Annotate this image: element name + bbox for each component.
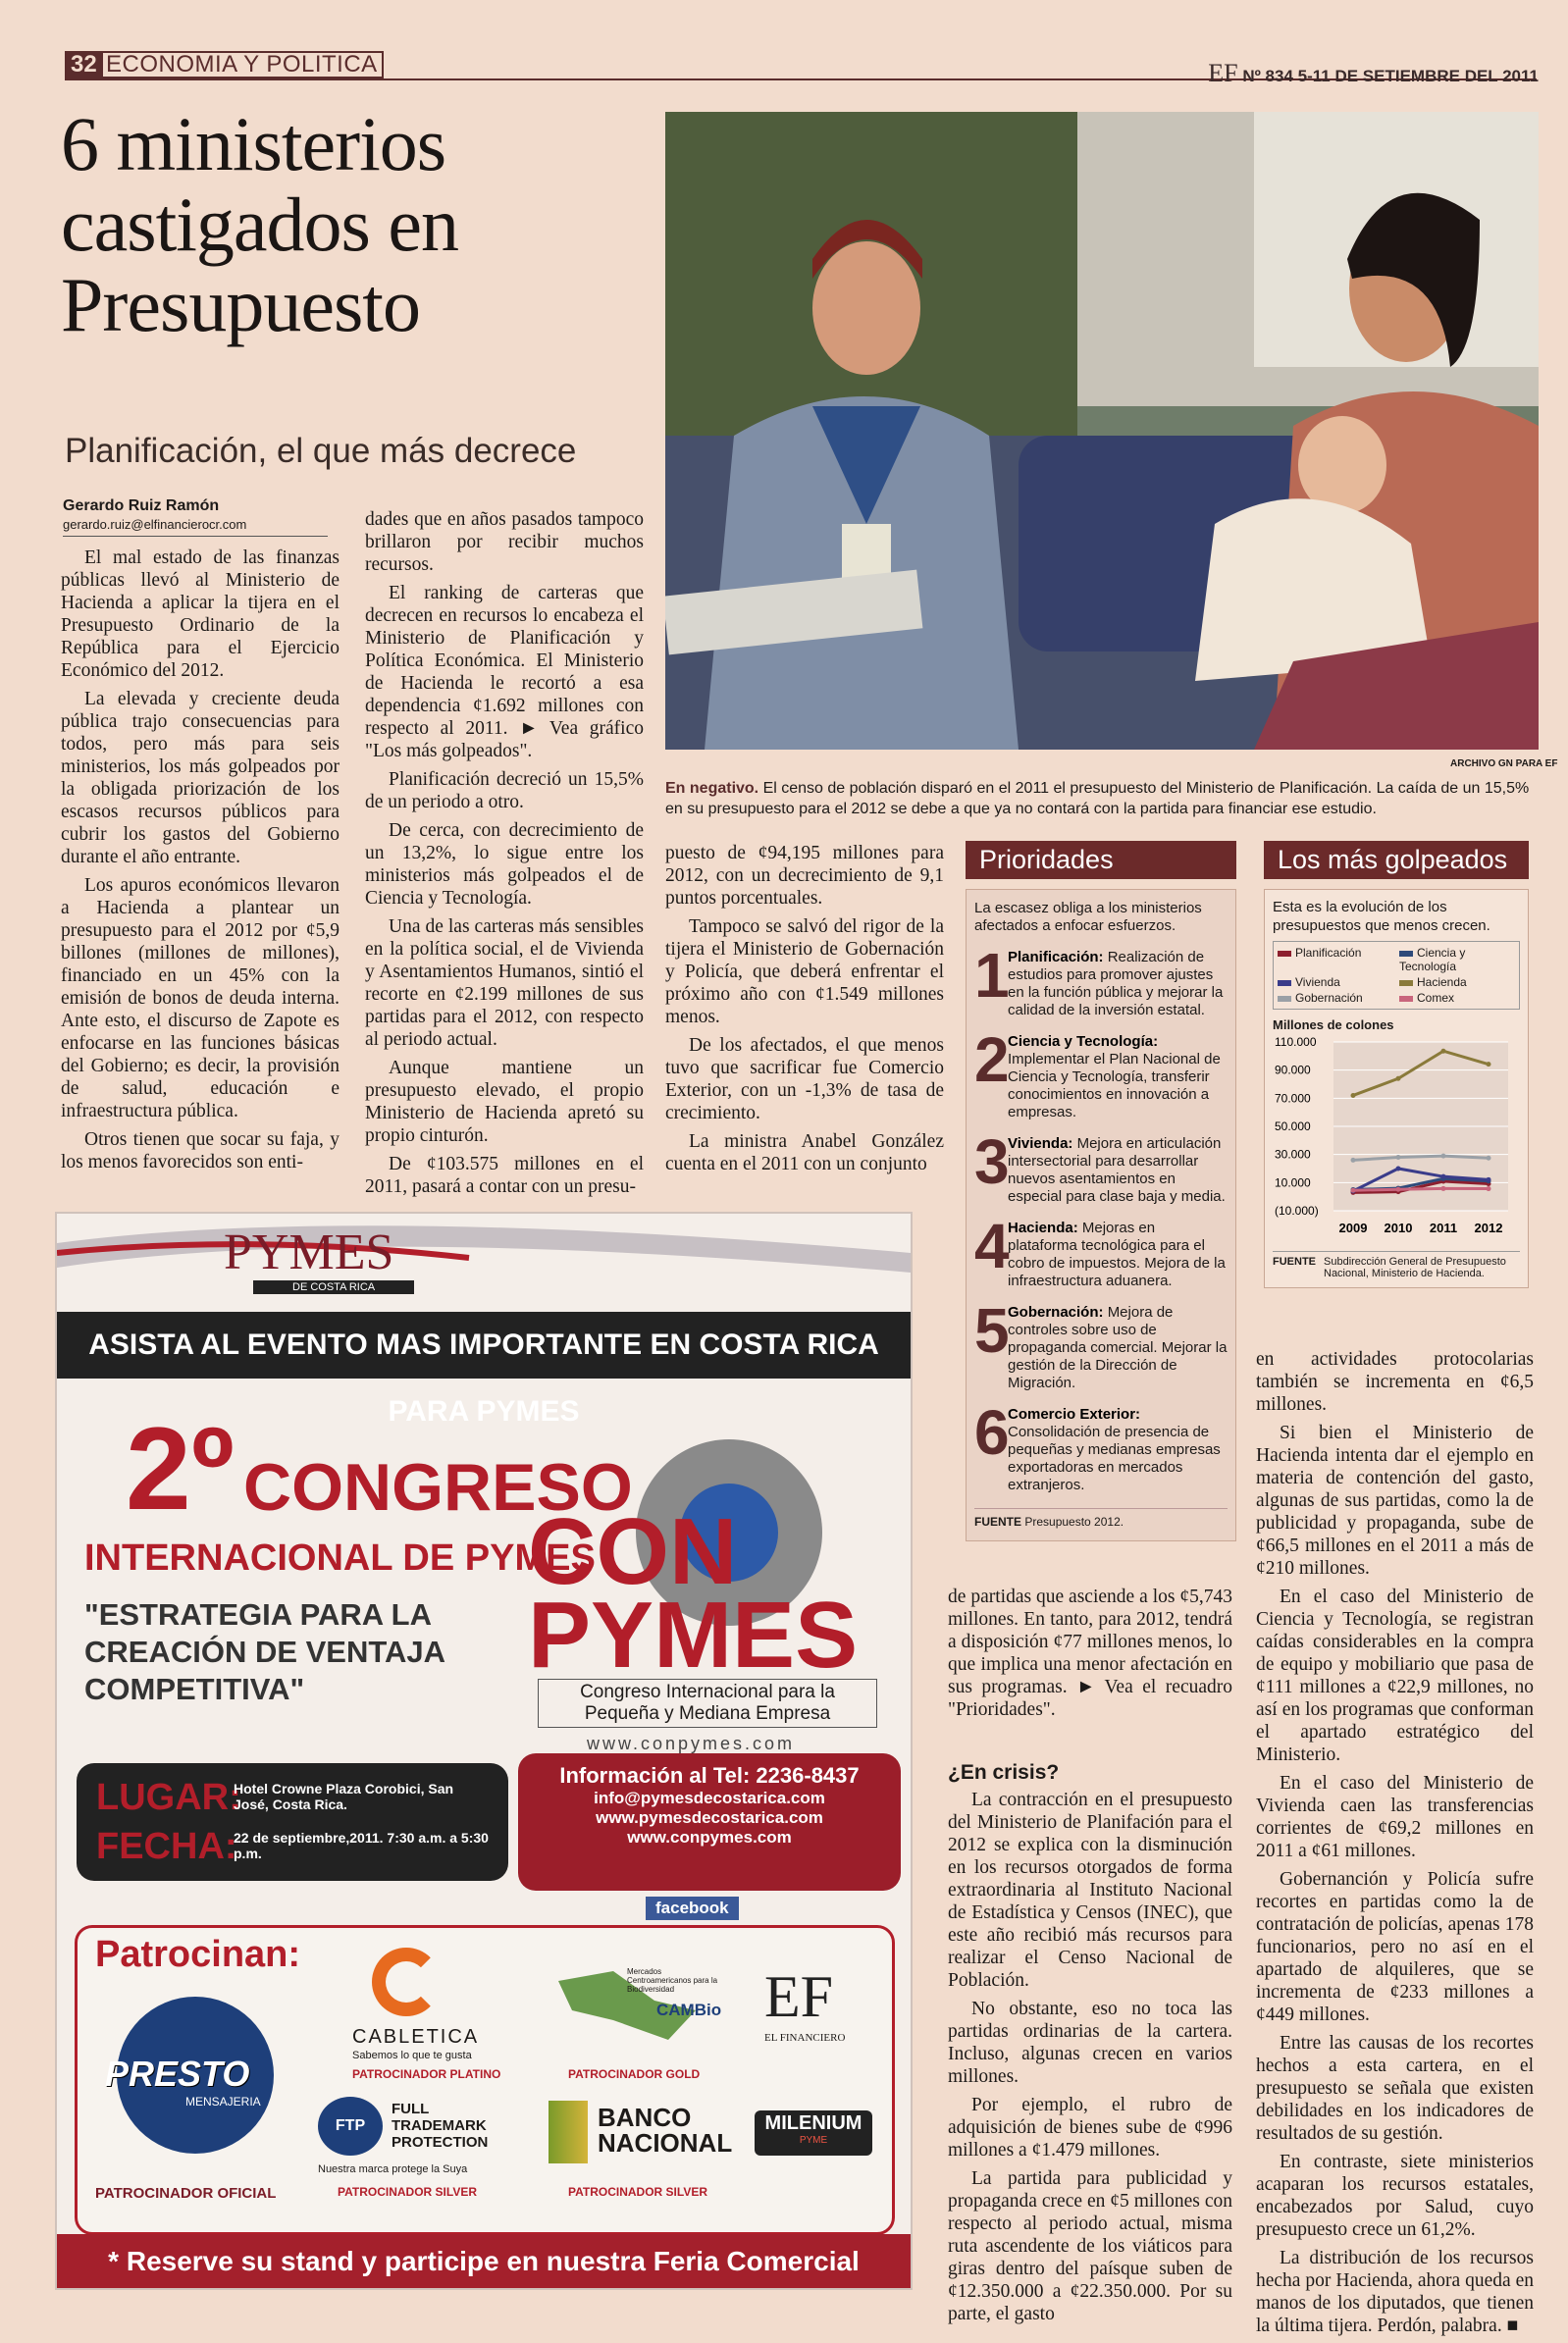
issue-line [1208, 59, 1539, 88]
data-point [1487, 1062, 1491, 1067]
prioridad-text [1008, 949, 1228, 1019]
article-column-3 [665, 842, 944, 1181]
banco-nacional-icon [549, 2101, 588, 2163]
legend-entry [1278, 975, 1393, 989]
prioridad-item [974, 940, 1228, 1019]
ad-sponsors [75, 1925, 895, 2235]
ftp-sub: Nuestra marca protege la Suya [318, 2163, 468, 2175]
ftp-level: PATROCINADOR SILVER [338, 2185, 478, 2199]
data-point [1441, 1049, 1446, 1054]
paragraph: La ministra Anabel González cuenta en el 2011 con un conjunto [665, 1131, 944, 1174]
ad-web-3[interactable]: www.conpymes.com [627, 1828, 792, 1847]
prioridades-source-label: FUENTE [974, 1515, 1021, 1529]
article-column-1 [61, 547, 340, 1179]
ad-tema: "ESTRATEGIA PARA LA CREACIÓN DE VENTAJA COMPETITIVA" [84, 1597, 444, 1706]
prioridades-list [974, 940, 1228, 1494]
byline-rule [63, 536, 328, 537]
census-photo [665, 112, 1539, 750]
legend-entry [1399, 975, 1515, 989]
data-point [1441, 1154, 1446, 1159]
cambio-name: CAMBio [656, 2001, 722, 2019]
chart-subtitle: Esta es la evolución de los presupuestos que menos crecen. [1273, 899, 1490, 934]
prioridad-item [974, 1211, 1228, 1290]
prioridades-body [966, 889, 1236, 1541]
x-tick-label: 2012 [1474, 1221, 1503, 1235]
issue-date: 5-11 DE SETIEMBRE DEL 2011 [1297, 67, 1539, 85]
article-column-4 [1256, 1348, 1534, 2343]
data-point [1351, 1158, 1356, 1163]
prioridad-desc: Consolidación de presencia de pequeñas y medianas empresas exportadoras en mercados extranjeros. [1008, 1424, 1221, 1493]
x-tick-label: 2009 [1338, 1221, 1368, 1235]
data-point [1396, 1167, 1401, 1172]
legend-entry [1399, 991, 1515, 1005]
chart-source-text: Subdirección General de Presupuesto Nacional, Ministerio de Hacienda. [1324, 1256, 1506, 1279]
legend-label: Hacienda [1417, 975, 1467, 989]
paragraph: Los apuros económicos llevaron a Hacienda a plantear un presupuesto para el 2012 por ¢5,9 billones (millones de millones), financiado en un 45% con la emisión de bonos de deuda interna. Ante esto, el discurso de Zapote es enfocarse en las funciones básicas del Gobierno; es decir, la provisión de salud, educación e infraestructura pública. [61, 875, 340, 1121]
x-tick-label: 2011 [1429, 1221, 1458, 1235]
cambio-sub: Mercados Centroamericanos para la Biodiversidad [627, 1967, 718, 1994]
caption-text: El censo de población disparó en el 2011 el presupuesto del Ministerio de Planificación. La caída de un 15,5% en su presupuesto para el 2012 se debe a que ya no contará con la partida para financiar ese estudio. [665, 780, 1530, 817]
ad-internacional: INTERNACIONAL DE PYMES [84, 1537, 596, 1579]
legend-entry [1399, 946, 1515, 973]
prioridad-ministry: Ciencia y Tecnología: [1008, 1033, 1159, 1050]
paragraph: Otros tienen que socar su faja, y los menos favorecidos son enti- [61, 1129, 340, 1172]
ad-info-tel: Información al Tel: 2236-8437 [559, 1763, 860, 1788]
chart-title: Los más golpeados [1264, 841, 1529, 879]
series-line [1353, 1188, 1489, 1190]
data-point [1351, 1188, 1356, 1193]
caption-lead: En negativo. [665, 780, 759, 797]
ef-logo: EF [764, 1964, 834, 2029]
legend-swatch [1278, 951, 1291, 957]
prioridades-box [966, 841, 1236, 1567]
cambio-level: PATROCINADOR GOLD [568, 2067, 701, 2081]
milenium-name: MILENIUM [764, 2112, 862, 2134]
author-email: gerardo.ruiz@elfinancierocr.com [63, 517, 247, 532]
banco-nacional-level: PATROCINADOR SILVER [568, 2185, 708, 2199]
paragraph: De cerca, con decrecimiento de un 13,2%, lo sigue entre los ministerios más golpeados el de Ciencia y Tecnología. [365, 820, 644, 909]
paragraph: La distribución de los recursos hecha por Hacienda, ahora queda en manos de los diputados, que tienen la última tijera. Perdón, palabra. ■ [1256, 2248, 1534, 2336]
data-point [1396, 1187, 1401, 1192]
cabletica-logo-icon [372, 1948, 441, 2016]
ad-fecha: 22 de septiembre,2011. 7:30 a.m. a 5:30 p.m. [234, 1830, 489, 1861]
ad-congreso: CONGRESO [243, 1450, 633, 1525]
ad-brand: PYMES [224, 1224, 394, 1280]
chart-ylabel: Millones de colones [1273, 1017, 1394, 1032]
paragraph: El ranking de carteras que decrecen en recursos lo encabeza el Ministerio de Planificación y Política Económica. El Ministerio de Hacienda le recortó a esa dependencia ¢1.692 millones con respecto al 2011. ► Vea gráfico "Los más golpeados". [365, 583, 644, 761]
paragraph: Planificación decreció un 15,5% de un periodo a otro. [365, 769, 644, 812]
banco-nacional-name: BANCO NACIONAL [598, 2103, 733, 2158]
subhead: Planificación, el que más decrece [65, 432, 577, 470]
data-point [1396, 1076, 1401, 1081]
data-point [1441, 1186, 1446, 1191]
paragraph: en actividades protocolarias también se incrementa en ¢6,5 millones. [1256, 1349, 1534, 1415]
data-point [1487, 1186, 1491, 1191]
prioridad-text [1008, 1135, 1228, 1206]
cabletica-sub: Sabemos lo que te gusta [352, 2050, 472, 2061]
prioridad-number: 5 [974, 1295, 1010, 1366]
prioridad-ministry: Vivienda: [1008, 1135, 1073, 1152]
prioridad-desc: Implementar el Plan Nacional de Ciencia y Tecnología, transferir conocimientos en innovación a empresas. [1008, 1051, 1221, 1120]
legend-swatch [1278, 996, 1291, 1002]
y-tick-label: 110.000 [1275, 1035, 1317, 1049]
ad-logo-con: CON [528, 1499, 738, 1604]
prioridad-number: 1 [974, 940, 1010, 1011]
ad-patrocinan: Patrocinan: [95, 1934, 301, 1975]
legend-label: Gobernación [1295, 991, 1363, 1005]
ad-logo-pymes: PYMES [528, 1583, 859, 1688]
article-column-crisis [948, 1789, 1232, 2331]
ad-lugar-label: LUGAR: [96, 1777, 241, 1818]
y-tick-label: 30.000 [1275, 1147, 1311, 1162]
paragraph: Aunque mantiene un presupuesto elevado, el propio Ministerio de Hacienda apretó su propio cinturón. [365, 1058, 644, 1146]
legend-label: Ciencia y Tecnología [1399, 946, 1466, 973]
ad-contact-box [518, 1753, 901, 1891]
data-point [1396, 1155, 1401, 1160]
prioridad-ministry: Planificación: [1008, 949, 1104, 965]
ad-brand-sub: DE COSTA RICA [253, 1280, 414, 1294]
chart-source-label: FUENTE [1273, 1256, 1316, 1268]
prioridad-item [974, 1126, 1228, 1206]
ef-sub: EL FINANCIERO [764, 2032, 846, 2044]
prioridad-number: 6 [974, 1397, 1010, 1468]
legend-swatch [1278, 980, 1291, 986]
prioridad-item [974, 1024, 1228, 1121]
presto-level: PATROCINADOR OFICIAL [95, 2185, 277, 2202]
prioridad-desc: Realización de estudios para promover ajustes en la función pública y mejorar la calidad de la inversión estatal. [1008, 949, 1224, 1018]
ad-event-info [77, 1763, 508, 1881]
paragraph: de partidas que asciende a los ¢5,743 millones. En tanto, para 2012, tendrá a disposición ¢77 millones menos, lo que implica una menor afectación en sus programas. ► Vea el recuadro "Prioridades". [948, 1587, 1232, 1720]
legend-entry [1278, 991, 1393, 1005]
milenium-logo [755, 2110, 872, 2156]
ad-footer: * Reserve su stand y participe en nuestra Feria Comercial [57, 2234, 911, 2288]
prioridad-ministry: Hacienda: [1008, 1220, 1078, 1236]
paragraph: Gobernanción y Policía sufre recortes en partidas como la de contratación de policías, apenas 178 funcionarios, pero no así en el apartado de alquileres, que se incrementa de ¢233 millones a ¢449 millones. [1256, 1869, 1534, 2025]
ad-lugar: Hotel Crowne Plaza Corobici, San José, Costa Rica. [234, 1781, 454, 1812]
paragraph: Si bien el Ministerio de Hacienda intenta dar el ejemplo en materia de contención del gasto, algunas de sus partidas, como la de publicidad y propaganda, sube de ¢66,5 millones en el 2011 a más de ¢210 millones. [1256, 1423, 1534, 1579]
prioridades-title: Prioridades [966, 841, 1236, 879]
cabletica-name: CABLETICA [352, 2026, 480, 2048]
prioridades-source-text: Presupuesto 2012. [1024, 1515, 1124, 1529]
article-column-2 [365, 508, 644, 1204]
golpeados-box [1264, 841, 1529, 1331]
paragraph: En el caso del Ministerio de Ciencia y Tecnología, se registran caídas considerables en la compra de equipo y mobiliario que pasa de ¢111 millones a ¢22,9 millones, no así en los programas que conforman el apartado estratégico del Ministerio. [1256, 1587, 1534, 1765]
photo-caption [665, 778, 1539, 819]
paragraph: El mal estado de las finanzas públicas llevó al Ministerio de Hacienda a aplicar la tijera en el Presupuesto Ordinario de la República para el Ejercicio Económico del 2012. [61, 547, 340, 681]
legend-swatch [1399, 951, 1413, 957]
paragraph: Una de las carteras más sensibles en la política social, el de Vivienda y Asentamientos Humanos, sintió el recorte en ¢2.199 millones de sus partidas para el 2012, con respecto al periodo actual. [365, 916, 644, 1050]
section-label: ECONOMIA Y POLITICA [100, 51, 384, 78]
page-number: 32 [65, 51, 103, 78]
paragraph: La partida para publicidad y propaganda crece en ¢5 millones con respecto al periodo actual, misma ruta ascendente de los viáticos para giras dentro del paísque suben de ¢12.350.000 a ¢22.350.000. Por su parte, el gasto [948, 2168, 1232, 2324]
paragraph: Entre las causas de los recortes hechos a esta cartera, en el presupuesto se señala que existen debilidades en los indicadores de resultados de su gestión. [1256, 2033, 1534, 2144]
chart-body [1264, 889, 1529, 1288]
ad-email[interactable]: info@pymesdecostarica.com [594, 1789, 825, 1807]
data-point [1351, 1093, 1356, 1098]
prioridad-text [1008, 1304, 1228, 1392]
prioridad-text [1008, 1406, 1228, 1494]
chart-source [1273, 1251, 1520, 1279]
prioridad-item [974, 1295, 1228, 1392]
prioridad-desc: Mejora en articulación intersectorial para desarrollar nuevos asentamientos en especial para clase baja y media. [1008, 1135, 1226, 1205]
chart-legend [1273, 941, 1520, 1010]
publication-mark: EF [1208, 59, 1238, 87]
legend-entry [1278, 946, 1393, 973]
prioridad-ministry: Gobernación: [1008, 1304, 1104, 1321]
data-point [1487, 1177, 1491, 1182]
paragraph: La elevada y creciente deuda pública trajo consecuencias para todos, pero más para seis ministerios, los más golpeados por la obligada priorización de los escasos recursos públicos para cubrir los gastos del Gobierno durante el año entrante. [61, 689, 340, 867]
prioridades-source [974, 1508, 1228, 1531]
ftp-name: FULL TRADEMARK PROTECTION [392, 2101, 489, 2151]
data-point [1487, 1156, 1491, 1161]
x-tick-label: 2010 [1384, 1221, 1413, 1235]
ad-web-1[interactable]: www.conpymes.com [587, 1734, 796, 1753]
milenium-sub: PYME [799, 2135, 828, 2146]
author: Gerardo Ruiz Ramón [63, 497, 220, 514]
ad-swoosh [57, 1214, 911, 1302]
prioridad-number: 3 [974, 1126, 1010, 1197]
prioridad-text [1008, 1220, 1228, 1290]
y-tick-label: 50.000 [1275, 1119, 1311, 1133]
prioridad-desc: Mejoras en plataforma tecnológica para el cobro de impuestos. Mejora de la infraestructura aduanera. [1008, 1220, 1226, 1289]
ad-logo-desc: Congreso Internacional para la Pequeña y Mediana Empresa [538, 1679, 877, 1728]
paragraph: De ¢103.575 millones en el 2011, pasará a contar con un presu- [365, 1154, 644, 1197]
paragraph: En el caso del Ministerio de Vivienda caen las transferencias corrientes de ¢69,2 millones en 2011 a ¢61 millones. [1256, 1773, 1534, 1861]
ftp-logo: FTP [318, 2097, 383, 2156]
facebook-button[interactable]: facebook [646, 1897, 739, 1920]
data-point [1441, 1174, 1446, 1179]
y-tick-label: 70.000 [1275, 1091, 1311, 1106]
ad-banner: ASISTA AL EVENTO MAS IMPORTANTE EN COSTA RICA PARA PYMES [57, 1312, 911, 1379]
photo-illustration [665, 112, 1539, 750]
legend-swatch [1399, 996, 1413, 1002]
ad-edition: 2º [126, 1403, 235, 1535]
paragraph: En contraste, siete ministerios acaparan los recursos estatales, encabezados por Salud, cuyo presupuesto crece un 61,2%. [1256, 2152, 1534, 2240]
legend-label: Comex [1417, 991, 1455, 1005]
paragraph: Por ejemplo, el rubro de adquisición de bienes sube de ¢996 millones a ¢1.479 millones. [948, 2095, 1232, 2161]
prioridad-text [1008, 1033, 1228, 1121]
cabletica-level: PATROCINADOR PLATINO [352, 2067, 501, 2081]
y-tick-label: 90.000 [1275, 1063, 1311, 1077]
presto-sub: MENSAJERIA [185, 2095, 261, 2109]
y-tick-label: 10.000 [1275, 1175, 1311, 1190]
y-tick-label: (10.000) [1275, 1204, 1319, 1218]
paragraph: No obstante, eso no toca las partidas ordinarias de la cartera. Incluso, algunas crecen en varios millones. [948, 1999, 1232, 2087]
legend-label: Vivienda [1295, 975, 1340, 989]
headline: 6 ministerios castigados en Presupuesto [61, 101, 459, 347]
issue-number: Nº 834 [1242, 67, 1293, 85]
paragraph: dades que en años pasados tampoco brillaron por recibir muchos recursos. [365, 509, 644, 575]
paragraph: De los afectados, el que menos tuvo que sacrificar fue Comercio Exterior, con un -1,3% de tasa de crecimiento. [665, 1035, 944, 1123]
pymes-advertisement [55, 1212, 913, 2290]
paragraph: La contracción en el presupuesto del Ministerio de Planifación para el 2012 se explica con la disminución en los recursos otorgados de forma extraordinaria al Instituto Nacional de Estadística y Censos (INEC), que este año recibió más recursos para realizar el Censo Nacional de Población. [948, 1790, 1232, 1991]
legend-label: Planificación [1295, 946, 1362, 960]
ad-fecha-label: FECHA: [96, 1826, 237, 1867]
prioridades-intro: La escasez obliga a los ministerios afectados a enfocar esfuerzos. [974, 900, 1202, 934]
prioridad-ministry: Comercio Exterior: [1008, 1406, 1141, 1423]
prioridad-number: 2 [974, 1024, 1010, 1095]
paragraph: puesto de ¢94,195 millones para 2012, con un decrecimiento de 9,1 puntos porcentuales. [665, 843, 944, 909]
paragraph: Tampoco se salvó del rigor de la tijera el Ministerio de Gobernación y Policía, que deberá enfrentar el próximo año con ¢1.549 millones menos. [665, 916, 944, 1027]
prioridad-number: 4 [974, 1211, 1010, 1281]
ad-web-2[interactable]: www.pymesdecostarica.com [596, 1808, 823, 1827]
presto-name: PRESTO [105, 2054, 250, 2094]
line-chart [1273, 1034, 1520, 1240]
article-column-3-continued [948, 1586, 1232, 1727]
photo-credit: ARCHIVO GN PARA EF [1450, 758, 1558, 769]
legend-swatch [1399, 980, 1413, 986]
prioridad-item [974, 1397, 1228, 1494]
crisis-heading: ¿En crisis? [948, 1761, 1060, 1784]
prioridad-desc: Mejora de controles sobre uso de propaganda comercial. Mejorar la gestión de la Dirección de Migración. [1008, 1304, 1228, 1391]
